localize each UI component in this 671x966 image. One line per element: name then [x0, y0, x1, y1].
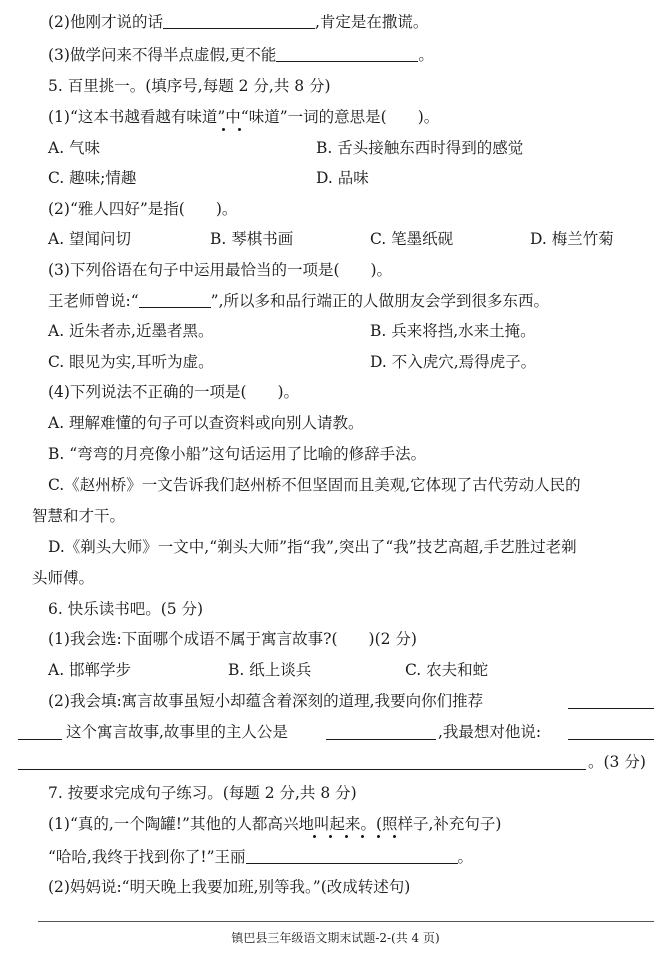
q4-item-3: (3)做学问来不得半点虚假,更不能 。	[48, 46, 434, 64]
q5-s2-option-d[interactable]: D. 梅兰竹菊	[530, 230, 614, 248]
q7-s1-blank[interactable]	[246, 847, 458, 864]
q6-s2-line2-a: 这个寓言故事,故事里的主人公是	[66, 723, 288, 741]
q5-s4-stem: (4)下列说法不正确的一项是( )。	[48, 383, 300, 401]
emphasis-dot	[361, 835, 364, 838]
q4-item-2: (2)他刚才说的话 ,肯定是在撒谎。	[48, 13, 429, 31]
q7-s1-stem: (1)“真的,一个陶罐!”其他的人都高兴地叫起来。(照样子,补充句子)	[48, 815, 502, 833]
emphasis-dot	[238, 128, 241, 131]
q6-s2-line3: 。(3 分)	[588, 753, 646, 771]
q6-s2-blank-words-cont[interactable]	[18, 769, 586, 770]
q6-s2-blank-hero[interactable]	[326, 739, 436, 740]
q6-s1-stem: (1)我会选:下面哪个成语不属于寓言故事?( )(2 分)	[48, 630, 417, 648]
emphasis-dot	[329, 835, 332, 838]
q6-s2-line2-b: ,我最想对他说:	[438, 723, 542, 741]
q5-s1-option-b[interactable]: B. 舌头接触东西时得到的感觉	[316, 139, 524, 157]
emphasis-dot	[377, 835, 380, 838]
emphasis-dot	[393, 835, 396, 838]
q5-s2-stem: (2)“雅人四好”是指( )。	[48, 200, 238, 218]
q5-s4-option-b[interactable]: B. “弯弯的月亮像小船”这句话运用了比喻的修辞手法。	[48, 445, 427, 463]
q7-s2-stem: (2)妈妈说:“明天晚上我要加班,别等我。”(改成转述句)	[48, 878, 411, 896]
q5-s3-stem: (3)下列俗语在句子中运用最恰当的一项是( )。	[48, 261, 393, 279]
q5-s2-option-b[interactable]: B. 琴棋书画	[210, 230, 294, 248]
q6-title: 6. 快乐读书吧。(5 分)	[48, 600, 204, 618]
q5-s3-context: 王老师曾说:“ ”,所以多和品行端正的人做朋友会学到很多东西。	[48, 292, 550, 310]
q5-s3-option-a[interactable]: A. 近朱者赤,近墨者黑。	[48, 322, 214, 340]
q5-s4-option-c[interactable]: C.《赵州桥》一文告诉我们赵州桥不但坚固而且美观,它体现了古代劳动人民的	[48, 476, 581, 494]
q4-blank-3[interactable]	[276, 45, 418, 62]
q5-s3-option-d[interactable]: D. 不入虎穴,焉得虎子。	[370, 353, 537, 371]
q5-title: 5. 百里挑一。(填序号,每题 2 分,共 8 分)	[48, 77, 331, 95]
q6-s2-blank-words[interactable]	[568, 739, 654, 740]
q4-blank-2[interactable]	[163, 12, 315, 29]
q6-s1-option-c[interactable]: C. 农夫和蛇	[405, 661, 489, 679]
q6-s2-line1: (2)我会填:寓言故事虽短小却蕴含着深刻的道理,我要向你们推荐	[48, 692, 484, 710]
emphasis-dot	[222, 128, 225, 131]
q5-s1-option-c[interactable]: C. 趣味;情趣	[48, 169, 137, 187]
q5-s4-option-a[interactable]: A. 理解难懂的句子可以查资料或向别人请教。	[48, 414, 364, 432]
q6-s2-blank-story[interactable]	[568, 708, 654, 709]
q7-s1-answer: “哈哈,我终于找到你了!”王丽 。	[48, 848, 474, 866]
page-footer: 镇巴县三年级语文期末试题-2-(共 4 页)	[231, 931, 440, 945]
q5-s4-option-d-cont: 头师傅。	[32, 569, 95, 587]
q5-s3-blank[interactable]	[139, 291, 211, 308]
q5-s2-option-a[interactable]: A. 望闻问切	[48, 230, 132, 248]
q5-s3-option-b[interactable]: B. 兵来将挡,水来土掩。	[370, 322, 536, 340]
q5-s1-stem: (1)“这本书越看越有味道”中“味道”一词的意思是( )。	[48, 108, 440, 126]
q7-title: 7. 按要求完成句子练习。(每题 2 分,共 8 分)	[48, 784, 357, 802]
q5-s1-option-d[interactable]: D. 品味	[316, 169, 369, 187]
q6-s1-option-a[interactable]: A. 邯郸学步	[48, 661, 132, 679]
emphasis-dot	[313, 835, 316, 838]
q6-s2-blank-story-cont[interactable]	[18, 739, 62, 740]
q5-s1-option-a[interactable]: A. 气味	[48, 139, 101, 157]
emphasis-dot	[345, 835, 348, 838]
q5-s3-option-c[interactable]: C. 眼见为实,耳听为虚。	[48, 353, 214, 371]
q5-s4-option-d[interactable]: D.《剃头大师》一文中,“剃头大师”指“我”,突出了“我”技艺高超,手艺胜过老剃	[48, 538, 577, 556]
q5-s2-option-c[interactable]: C. 笔墨纸砚	[370, 230, 454, 248]
q5-s4-option-c-cont: 智慧和才干。	[32, 507, 126, 525]
q6-s1-option-b[interactable]: B. 纸上谈兵	[228, 661, 312, 679]
answer-rule[interactable]	[38, 921, 654, 922]
